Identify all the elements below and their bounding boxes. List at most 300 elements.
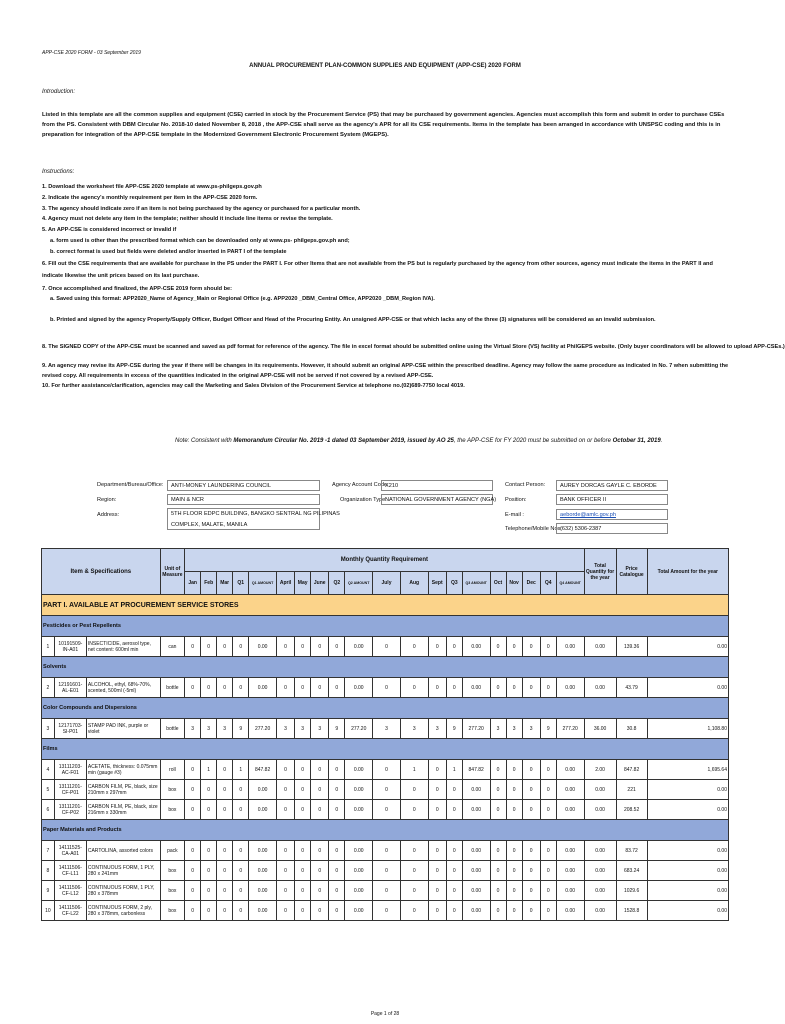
address-field[interactable] (167, 508, 340, 530)
quantity-cell[interactable]: 0 (233, 637, 249, 657)
table-row (42, 678, 729, 698)
quantity-cell[interactable]: 0 (329, 861, 345, 881)
quantity-cell[interactable]: 0 (185, 901, 201, 921)
col-unit-header: Unit of Measure (160, 549, 185, 595)
quantity-cell[interactable]: 0 (295, 901, 311, 921)
quantity-cell[interactable]: 0 (217, 760, 233, 780)
item-code: 14111506-CF-L11 (54, 861, 86, 881)
quantity-cell[interactable]: 0 (185, 800, 201, 820)
col-total-amount-header: Total Amount for the year (647, 549, 728, 595)
total-amount: 1,108.80 (647, 719, 728, 739)
telephone-field[interactable]: (632) 5306-2387 (556, 523, 668, 534)
item-description: ALCOHOL, ethyl, 68%-70%, scented, 500ml (-5ml) (86, 678, 160, 698)
row-number: 3 (42, 719, 55, 739)
quantity-cell[interactable]: 0 (217, 881, 233, 901)
quantity-cell[interactable]: 0 (276, 780, 294, 800)
quantity-cell[interactable]: 0 (329, 678, 345, 698)
quantity-cell[interactable]: 0 (201, 841, 217, 861)
quantity-cell[interactable]: 0 (329, 901, 345, 921)
quantity-cell[interactable]: 3 (217, 719, 233, 739)
quantity-cell[interactable]: 0.00 (249, 861, 277, 881)
quantity-cell[interactable]: 0 (490, 780, 506, 800)
month-header: June (311, 572, 329, 595)
price-catalogue: 43.79 (616, 678, 647, 698)
quantity-cell[interactable]: 0 (276, 841, 294, 861)
quantity-cell[interactable]: 0 (276, 901, 294, 921)
quantity-cell[interactable]: 0 (490, 901, 506, 921)
note-deadline: October 31, 2019 (612, 438, 661, 444)
region-field[interactable]: MAIN & NCR (167, 494, 320, 505)
quantity-cell[interactable]: 0 (311, 881, 329, 901)
quantity-cell[interactable]: 0.00 (249, 901, 277, 921)
quantity-cell[interactable]: 9 (329, 719, 345, 739)
quantity-cell[interactable]: 3 (400, 719, 428, 739)
email-field[interactable]: aeborde@amlc.gov.ph (556, 509, 668, 520)
quantity-cell[interactable]: 0 (446, 881, 462, 901)
quantity-cell[interactable]: 0.00 (249, 678, 277, 698)
quantity-cell[interactable]: 0 (311, 800, 329, 820)
quantity-cell[interactable]: 0 (295, 841, 311, 861)
quantity-cell[interactable]: 0 (540, 841, 556, 861)
table-row (42, 637, 729, 657)
quantity-cell[interactable]: 0 (506, 760, 522, 780)
category-heading: Films (42, 739, 729, 760)
category-heading: Pesticides or Pest Repellents (42, 616, 729, 637)
quantity-cell[interactable]: 0 (233, 780, 249, 800)
quantity-cell[interactable]: 0 (329, 841, 345, 861)
quantity-cell[interactable]: 0 (295, 678, 311, 698)
quantity-cell[interactable]: 0 (490, 841, 506, 861)
quantity-cell[interactable]: 277.20 (556, 719, 584, 739)
item-description: CONTINUOUS FORM, 1 PLY, 280 x 241mm (86, 861, 160, 881)
instruction-step: 5. An APP-CSE is considered incorrect or invalid if (42, 227, 177, 234)
quantity-cell[interactable]: 0 (522, 678, 540, 698)
price-catalogue: 208.52 (616, 800, 647, 820)
item-code: 10191509-IN-A01 (54, 637, 86, 657)
total-amount: 0.00 (647, 678, 728, 698)
quantity-cell[interactable]: 0.00 (345, 637, 373, 657)
quantity-cell[interactable]: 0.00 (462, 678, 490, 698)
quantity-cell[interactable]: 0 (217, 861, 233, 881)
quantity-cell[interactable]: 0 (446, 901, 462, 921)
quantity-cell[interactable]: 0 (540, 760, 556, 780)
col-item-header: Item & Specifications (42, 549, 161, 595)
unit-of-measure: roll (160, 760, 185, 780)
quantity-cell[interactable]: 0 (446, 678, 462, 698)
quantity-cell[interactable]: 0 (185, 841, 201, 861)
quantity-cell[interactable]: 1 (400, 760, 428, 780)
quantity-cell[interactable]: 0 (490, 861, 506, 881)
quantity-cell[interactable]: 0 (506, 881, 522, 901)
quantity-cell[interactable]: 0 (276, 637, 294, 657)
price-catalogue: 847.82 (616, 760, 647, 780)
department-field[interactable]: ANTI-MONEY LAUNDERING COUNCIL (167, 480, 320, 491)
quantity-cell[interactable]: 3 (201, 719, 217, 739)
item-description: CARBON FILM, PE, black, size 210mm x 297mm (86, 780, 160, 800)
quantity-cell[interactable]: 0 (400, 861, 428, 881)
month-header: Mar (217, 572, 233, 595)
unit-of-measure: box (160, 861, 185, 881)
page-number: Page 1 of 28 (370, 1011, 400, 1017)
quantity-cell[interactable]: 0 (540, 800, 556, 820)
quantity-cell[interactable]: 0.00 (462, 780, 490, 800)
quantity-cell[interactable]: 0 (506, 678, 522, 698)
total-amount: 0.00 (647, 780, 728, 800)
quantity-cell[interactable]: 0.00 (556, 841, 584, 861)
quantity-cell[interactable]: 0 (311, 637, 329, 657)
quantity-cell[interactable]: 0 (400, 901, 428, 921)
col-total-qty-header: Total Quantity for the year (584, 549, 616, 595)
quantity-cell[interactable]: 0.00 (345, 780, 373, 800)
quantity-cell[interactable]: 0.00 (556, 800, 584, 820)
month-header: Oct (490, 572, 506, 595)
row-number: 7 (42, 841, 55, 861)
item-code: 14111506-CF-L22 (54, 901, 86, 921)
instruction-step: 10. For further assistance/clarification, agencies may call the Marketing and Sales Division of the Procurement Service at telephone no.(02)689-7750 local 4019. (42, 382, 465, 389)
total-quantity: 0.00 (584, 780, 616, 800)
category-heading: Solvents (42, 657, 729, 678)
quantity-cell[interactable]: 0 (400, 800, 428, 820)
item-description: ACETATE, thickness: 0.075mm min (gauge #3) (86, 760, 160, 780)
quantity-cell[interactable]: 0 (428, 841, 446, 861)
quantity-cell[interactable]: 0 (506, 841, 522, 861)
quantity-cell[interactable]: 847.82 (249, 760, 277, 780)
agency-code-field[interactable]: X210 (381, 480, 493, 491)
quantity-cell[interactable]: 0 (373, 760, 401, 780)
quantity-cell[interactable]: 0 (490, 637, 506, 657)
quantity-cell[interactable]: 0 (522, 881, 540, 901)
quantity-cell[interactable]: 0 (276, 760, 294, 780)
quantity-cell[interactable]: 0.00 (462, 861, 490, 881)
agency-code-label: Agency Account Code: (332, 482, 389, 488)
quantity-cell[interactable]: 3 (373, 719, 401, 739)
quantity-cell[interactable]: 0 (185, 678, 201, 698)
quantity-cell[interactable]: 0 (428, 760, 446, 780)
quantity-cell[interactable]: 0 (185, 881, 201, 901)
month-header: April (276, 572, 294, 595)
total-quantity: 0.00 (584, 800, 616, 820)
quantity-cell[interactable]: 0 (295, 800, 311, 820)
quantity-cell[interactable]: 277.20 (345, 719, 373, 739)
quantity-cell[interactable]: 0 (295, 861, 311, 881)
quantity-cell[interactable]: 0 (540, 780, 556, 800)
quantity-cell[interactable]: 0.00 (556, 861, 584, 881)
quantity-cell[interactable]: 0 (506, 800, 522, 820)
quantity-cell[interactable]: 0 (506, 637, 522, 657)
position-field[interactable]: BANK OFFICER II (556, 494, 668, 505)
instruction-step: 4. Agency must not delete any item in the template; neither should it include line items or revise the template. (42, 216, 333, 223)
quantity-cell[interactable]: 0 (329, 800, 345, 820)
quantity-cell[interactable]: 0 (201, 678, 217, 698)
quantity-cell[interactable]: 3 (311, 719, 329, 739)
row-number: 5 (42, 780, 55, 800)
quantity-cell[interactable]: 0 (217, 637, 233, 657)
quantity-cell[interactable]: 0 (428, 861, 446, 881)
table-row (42, 760, 729, 780)
quantity-cell[interactable]: 0 (201, 800, 217, 820)
quantity-cell[interactable]: 0 (329, 637, 345, 657)
instruction-step: 6. Fill out the CSE requirements that are available for purchase in the PS under the PART I. For other Items that are not available from the PS but is regularly purchased by the agency from other sources, agency must indicate the items in the PART II and indicate likewise the unit prices based on its last purchase. (42, 260, 713, 279)
quantity-cell[interactable]: 0 (373, 841, 401, 861)
quantity-cell[interactable]: 0 (295, 637, 311, 657)
quantity-cell[interactable]: 0 (446, 780, 462, 800)
month-header: Dec (522, 572, 540, 595)
month-header: Q3 AMOUNT (462, 572, 490, 595)
quantity-cell[interactable]: 0 (311, 861, 329, 881)
quantity-cell[interactable]: 0 (373, 678, 401, 698)
quantity-cell[interactable]: 0 (490, 760, 506, 780)
total-amount: 0.00 (647, 901, 728, 921)
quantity-cell[interactable]: 0 (400, 780, 428, 800)
quantity-cell[interactable]: 0.00 (462, 901, 490, 921)
note-circular: Memorandum Circular No. 2019 -1 dated 03 September 2019, issued by AO 25 (233, 438, 454, 444)
quantity-cell[interactable]: 0 (217, 841, 233, 861)
quantity-cell[interactable]: 0.00 (249, 780, 277, 800)
instruction-step: a. Saved using this format: APP2020_Name of Agency_Main or Regional Office (e.g. APP2020 _DBM_Central Office, APP2020 _DBM_Region IVA). (50, 296, 435, 303)
intro-text: Listed in this template are all the common supplies and equipment (CSE) carried in stock by the Procurement Service (PS) that may be purchased by government agencies. Agencies must accomplish this form and submit in order to purchase CSEs from the PS. Consistent with DBM Circular No. 2018-10 dated November 8, 2018 , the APP-CSE shall serve as the agency's APR for all its CSE requirements. Items in the template has been arranged in accordance with UNSPSC coding and this is in preparation for integration of the APP-CSE template in the Modernized Government Electronic Procurement System (MGEPS). (42, 112, 725, 138)
form-code: APP-CSE 2020 FORM - 03 September 2019 (42, 50, 141, 56)
quantity-cell[interactable]: 0 (522, 637, 540, 657)
quantity-cell[interactable]: 0.00 (462, 637, 490, 657)
quantity-cell[interactable]: 9 (233, 719, 249, 739)
unit-of-measure: can (160, 637, 185, 657)
quantity-cell[interactable]: 0 (373, 901, 401, 921)
instructions-heading: Instructions: (42, 169, 75, 175)
quantity-cell[interactable]: 847.82 (462, 760, 490, 780)
quantity-cell[interactable]: 0 (233, 800, 249, 820)
quantity-cell[interactable]: 0.00 (249, 841, 277, 861)
quantity-cell[interactable]: 0 (276, 800, 294, 820)
quantity-cell[interactable]: 0 (295, 881, 311, 901)
quantity-cell[interactable]: 0 (400, 637, 428, 657)
quantity-cell[interactable]: 0 (400, 881, 428, 901)
note-prefix: Note: Consistent with (175, 438, 234, 444)
quantity-cell[interactable]: 1 (446, 760, 462, 780)
total-amount: 0.00 (647, 861, 728, 881)
quantity-cell[interactable]: 0 (446, 637, 462, 657)
quantity-cell[interactable]: 0 (490, 800, 506, 820)
item-code: 12191601-AL-E01 (54, 678, 86, 698)
org-type-field[interactable]: NATIONAL GOVERNMENT AGENCY (NGA) (381, 494, 493, 505)
quantity-cell[interactable]: 0 (311, 760, 329, 780)
quantity-cell[interactable]: 0 (311, 901, 329, 921)
quantity-cell[interactable]: 0 (217, 780, 233, 800)
month-header: Q2 AMOUNT (345, 572, 373, 595)
quantity-cell[interactable]: 0 (446, 841, 462, 861)
quantity-cell[interactable]: 0 (522, 841, 540, 861)
unit-of-measure: box (160, 780, 185, 800)
quantity-cell[interactable]: 0 (295, 780, 311, 800)
table-row (42, 841, 729, 861)
quantity-cell[interactable]: 0 (446, 861, 462, 881)
unit-of-measure: box (160, 901, 185, 921)
intro-heading: Introduction: (42, 89, 76, 95)
quantity-cell[interactable]: 0.00 (249, 881, 277, 901)
item-code: 13111201-CF-P02 (54, 800, 86, 820)
quantity-cell[interactable]: 3 (506, 719, 522, 739)
quantity-cell[interactable]: 0.00 (345, 881, 373, 901)
quantity-cell[interactable]: 0 (185, 861, 201, 881)
total-amount: 0.00 (647, 881, 728, 901)
page-title: ANNUAL PROCUREMENT PLAN-COMMON SUPPLIES AND EQUIPMENT (APP-CSE) 2020 FORM (249, 63, 521, 69)
quantity-cell[interactable]: 0 (217, 678, 233, 698)
quantity-cell[interactable]: 0 (428, 678, 446, 698)
quantity-cell[interactable]: 3 (295, 719, 311, 739)
month-header: May (295, 572, 311, 595)
quantity-cell[interactable]: 0.00 (345, 841, 373, 861)
instruction-step: 8. The SIGNED COPY of the APP-CSE must be scanned and saved as pdf format for reference of the agency. The file in excel format should be submitted online using the Virtual Store (VS) facility at PhilGEPS website. (Only buyer coordinators will be allowed to upload APP-CSEs.) (42, 343, 785, 350)
quantity-cell[interactable]: 0 (233, 841, 249, 861)
quantity-cell[interactable]: 0 (295, 760, 311, 780)
category-heading: Paper Materials and Products (42, 820, 729, 841)
quantity-cell[interactable]: 0 (428, 881, 446, 901)
table-row (42, 719, 729, 739)
quantity-cell[interactable]: 0.00 (345, 861, 373, 881)
item-description: INSECTICIDE, aerosol type, net content: 600ml min (86, 637, 160, 657)
quantity-cell[interactable]: 0 (506, 901, 522, 921)
quantity-cell[interactable]: 0 (233, 881, 249, 901)
total-quantity: 36.00 (584, 719, 616, 739)
quantity-cell[interactable]: 0 (506, 780, 522, 800)
total-quantity: 0.00 (584, 881, 616, 901)
position-label: Position: (505, 497, 527, 503)
quantity-cell[interactable]: 0 (400, 841, 428, 861)
quantity-cell[interactable]: 0 (311, 678, 329, 698)
quantity-cell[interactable]: 0.00 (249, 800, 277, 820)
quantity-cell[interactable]: 0.00 (556, 678, 584, 698)
quantity-cell[interactable]: 0.00 (462, 841, 490, 861)
address-line: COMPLEX, MALATE, MANILA (171, 522, 248, 528)
quantity-cell[interactable]: 0 (400, 678, 428, 698)
month-header: Q2 (329, 572, 345, 595)
email-label: E-mail : (505, 512, 524, 518)
quantity-cell[interactable]: 0 (329, 780, 345, 800)
submission-note (175, 438, 662, 446)
quantity-cell[interactable]: 0 (233, 861, 249, 881)
quantity-cell[interactable]: 9 (540, 719, 556, 739)
quantity-cell[interactable]: 0.00 (556, 780, 584, 800)
contact-field[interactable]: AUREY DORCAS GAYLE C. EBORDE (556, 480, 668, 491)
quantity-cell[interactable]: 9 (446, 719, 462, 739)
quantity-cell[interactable]: 0 (185, 637, 201, 657)
contact-label: Contact Person: (505, 482, 546, 488)
quantity-cell[interactable]: 0 (276, 678, 294, 698)
quantity-cell[interactable]: 277.20 (249, 719, 277, 739)
item-code: 14111525-CA-A01 (54, 841, 86, 861)
instruction-step: 9. An agency may revise its APP-CSE during the year if there will be changes in its requirements. However, it should submit an original APP-CSE within the prescribed deadline. Agency may follow the same procedure as indicated in No. 7 when submitting the revised copy. All requirements in excess of the quantities indicated in the original APP-CSE will not be served if not covered by a revised APP-CSE. (42, 362, 729, 379)
instruction-step: b. correct format is used but fields were deleted and/or inserted in PART I of the template (50, 248, 287, 255)
quantity-cell[interactable]: 0.00 (462, 800, 490, 820)
quantity-cell[interactable]: 0 (201, 861, 217, 881)
quantity-cell[interactable]: 3 (276, 719, 294, 739)
month-header: July (373, 572, 401, 595)
quantity-cell[interactable]: 0 (428, 637, 446, 657)
quantity-cell[interactable]: 0 (522, 901, 540, 921)
month-header: Feb (201, 572, 217, 595)
item-description: CONTINUOUS FORM, 1 PLY, 280 x 378mm (86, 881, 160, 901)
quantity-cell[interactable]: 0 (522, 861, 540, 881)
quantity-cell[interactable]: 0 (428, 901, 446, 921)
price-catalogue: 1029.6 (616, 881, 647, 901)
quantity-cell[interactable]: 0 (217, 800, 233, 820)
quantity-cell[interactable]: 0.00 (556, 637, 584, 657)
quantity-cell[interactable]: 0 (428, 800, 446, 820)
quantity-cell[interactable]: 0 (276, 881, 294, 901)
quantity-cell[interactable]: 0 (540, 861, 556, 881)
table-row (42, 881, 729, 901)
quantity-cell[interactable]: 1 (233, 760, 249, 780)
quantity-cell[interactable]: 0 (185, 760, 201, 780)
quantity-cell[interactable]: 1 (201, 760, 217, 780)
app-cse-table (41, 548, 729, 921)
row-number: 10 (42, 901, 55, 921)
quantity-cell[interactable]: 0.00 (556, 881, 584, 901)
quantity-cell[interactable]: 0 (373, 881, 401, 901)
quantity-cell[interactable]: 0 (522, 780, 540, 800)
quantity-cell[interactable]: 0 (201, 780, 217, 800)
department-label: Department/Bureau/Office: (97, 482, 164, 488)
quantity-cell[interactable]: 0 (373, 637, 401, 657)
quantity-cell[interactable]: 3 (490, 719, 506, 739)
quantity-cell[interactable]: 0 (373, 861, 401, 881)
quantity-cell[interactable]: 0.00 (249, 637, 277, 657)
quantity-cell[interactable]: 0.00 (345, 800, 373, 820)
quantity-cell[interactable]: 0.00 (345, 678, 373, 698)
quantity-cell[interactable]: 0 (201, 901, 217, 921)
quantity-cell[interactable]: 0 (276, 861, 294, 881)
quantity-cell[interactable]: 3 (522, 719, 540, 739)
quantity-cell[interactable]: 0 (201, 881, 217, 901)
quantity-cell[interactable]: 0 (540, 637, 556, 657)
quantity-cell[interactable]: 0 (428, 780, 446, 800)
quantity-cell[interactable]: 3 (428, 719, 446, 739)
quantity-cell[interactable]: 0 (185, 780, 201, 800)
quantity-cell[interactable]: 0 (217, 901, 233, 921)
quantity-cell[interactable]: 0.00 (556, 901, 584, 921)
unit-of-measure: bottle (160, 719, 185, 739)
quantity-cell[interactable]: 0 (540, 678, 556, 698)
quantity-cell[interactable]: 0.00 (462, 881, 490, 901)
quantity-cell[interactable]: 0 (373, 780, 401, 800)
quantity-cell[interactable]: 0 (490, 881, 506, 901)
quantity-cell[interactable]: 0 (201, 637, 217, 657)
quantity-cell[interactable]: 0 (329, 760, 345, 780)
month-header: Nov (506, 572, 522, 595)
quantity-cell[interactable]: 0 (233, 901, 249, 921)
item-code: 13111203-AC-F01 (54, 760, 86, 780)
quantity-cell[interactable]: 0.00 (345, 901, 373, 921)
quantity-cell[interactable]: 0.00 (345, 760, 373, 780)
quantity-cell[interactable]: 0 (311, 780, 329, 800)
quantity-cell[interactable]: 0 (233, 678, 249, 698)
quantity-cell[interactable]: 0 (446, 800, 462, 820)
quantity-cell[interactable]: 0 (522, 760, 540, 780)
quantity-cell[interactable]: 0 (540, 901, 556, 921)
quantity-cell[interactable]: 277.20 (462, 719, 490, 739)
quantity-cell[interactable]: 0 (540, 881, 556, 901)
category-heading: Color Compounds and Dispersions (42, 698, 729, 719)
quantity-cell[interactable]: 0 (373, 800, 401, 820)
quantity-cell[interactable]: 0 (506, 861, 522, 881)
quantity-cell[interactable]: 0 (490, 678, 506, 698)
month-header: Jan (185, 572, 201, 595)
quantity-cell[interactable]: 0 (329, 881, 345, 901)
quantity-cell[interactable]: 3 (185, 719, 201, 739)
quantity-cell[interactable]: 0 (522, 800, 540, 820)
quantity-cell[interactable]: 0 (311, 841, 329, 861)
telephone-label: Telephone/Mobile Nos: (505, 526, 562, 532)
quantity-cell[interactable]: 0.00 (556, 760, 584, 780)
